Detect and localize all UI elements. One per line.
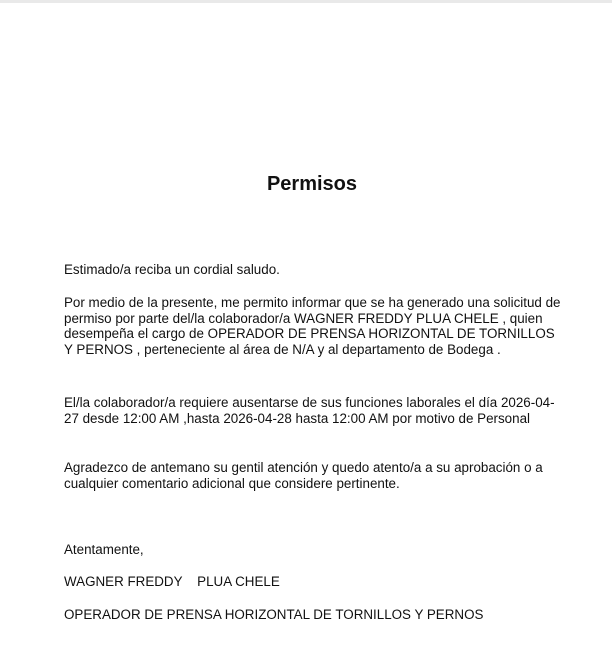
signature-name: WAGNER FREDDY PLUA CHELE xyxy=(64,574,280,589)
thanks-paragraph: Agradezco de antemano su gentil atención y quedo atento/a a su aprobación o a cualquier comentario adicional que considere pertinente. xyxy=(64,460,543,491)
absence-dates-paragraph: El/la colaborador/a requiere ausentarse de sus funciones laborales el día 2026-04-27 desde 12:00 AM ,hasta 2026-04-28 hasta 12:00 AM por motivo de Personal xyxy=(64,395,555,426)
request-paragraph: Por medio de la presente, me permito informar que se ha generado una solicitud de permiso por parte del/la colaborador/a WAGNER FREDDY PLUA CHELE , quien desempeña el cargo de OPERADOR DE PRENSA HORIZONTAL DE TORNILLOS Y PERNOS , perteneciente al área de N/A y al departamento de Bodega . xyxy=(64,295,561,357)
signature-job-title: OPERADOR DE PRENSA HORIZONTAL DE TORNILLOS Y PERNOS xyxy=(64,607,484,622)
document-title: Permisos xyxy=(266,173,358,195)
closing-text: Atentamente, xyxy=(64,542,144,557)
viewer-top-bar xyxy=(0,0,612,3)
greeting-text: Estimado/a reciba un cordial saludo. xyxy=(64,262,280,277)
